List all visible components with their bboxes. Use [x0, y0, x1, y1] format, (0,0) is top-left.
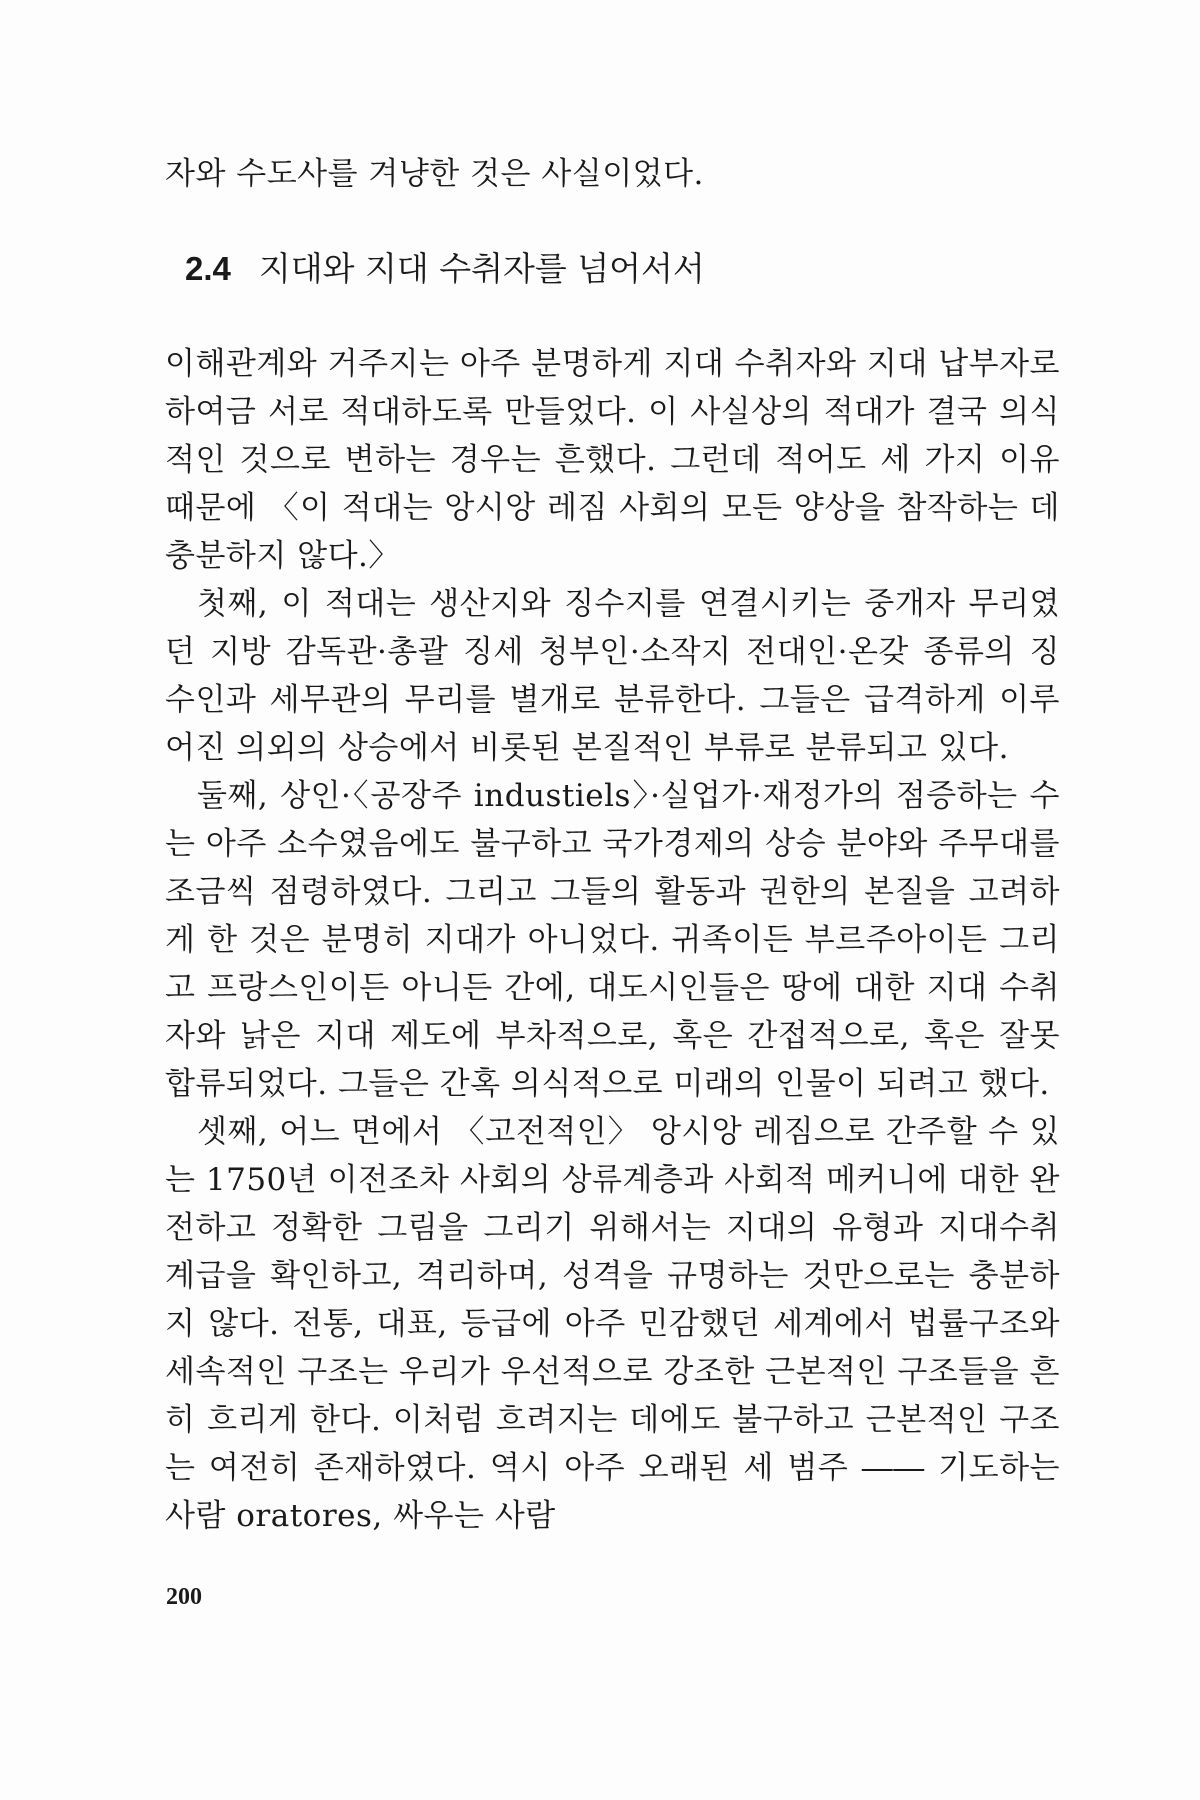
paragraph-third-reason: 셋째, 어느 면에서 〈고전적인〉 앙시앙 레짐으로 간주할 수 있는 1750년 이전조차 사회의 상류계층과 사회적 메커니에 대한 완전하고 정확한 그림을 그리기 위해서는 지대의 유형과 지대수취 계급을 확인하고, 격리하며, 성격을 규명하는 것만으로는 충분하지 않다. 전통, 대표, 등급에 아주 민감했던 세계에서 법률구조와 세속적인 구조는 우리가 우선적으로 강조한 근본적인 구조들을 흔히 흐리게 한다. 이처럼 흐려지는 데에도 불구하고 근본적인 구조는 여전히 존재하였다. 역시 아주 오래된 세 범주 ―― 기도하는 사람 oratores, 싸우는 사람 [165, 1114, 1060, 1534]
section-heading [185, 245, 705, 293]
paragraph-first-reason: 첫째, 이 적대는 생산지와 징수지를 연결시키는 중개자 무리였던 지방 감독관·총괄 징세 청부인·소작지 전대인·온갖 종류의 징수인과 세무관의 무리를 별개로 분류한다. 그들은 급격하게 이루어진 의외의 상승에서 비롯된 본질적인 부류로 분류되고 있다. [165, 586, 1060, 766]
section-title: 지대와 지대 수취자를 넘어서서 [258, 249, 705, 288]
body-text [165, 340, 1060, 1540]
page-number: 200 [166, 1584, 202, 1610]
paragraph-second-reason: 둘째, 상인·〈공장주 industiels〉·실업가·재정가의 점증하는 수는 아주 소수였음에도 불구하고 국가경제의 상승 분야와 주무대를 조금씩 점령하였다. 그리고 그들의 활동과 권한의 본질을 고려하게 한 것은 분명히 지대가 아니었다. 귀족이든 부르주아이든 그리고 프랑스인이든 아니든 간에, 대도시인들은 땅에 대한 지대 수취자와 낡은 지대 제도에 부차적으로, 혹은 간접적으로, 혹은 잘못 합류되었다. 그들은 간혹 의식적으로 미래의 인물이 되려고 했다. [165, 778, 1060, 1102]
continued-line: 자와 수도사를 겨냥한 것은 사실이었다. [165, 156, 704, 192]
section-number: 2.4 [185, 250, 231, 287]
paragraph-intro: 이해관계와 거주지는 아주 분명하게 지대 수취자와 지대 납부자로 하여금 서로 적대하도록 만들었다. 이 사실상의 적대가 결국 의식적인 것으로 변하는 경우는 흔했다. 그런데 적어도 세 가지 이유 때문에 〈이 적대는 앙시앙 레짐 사회의 모든 양상을 참작하는 데 충분하지 않다.〉 [165, 346, 1060, 574]
